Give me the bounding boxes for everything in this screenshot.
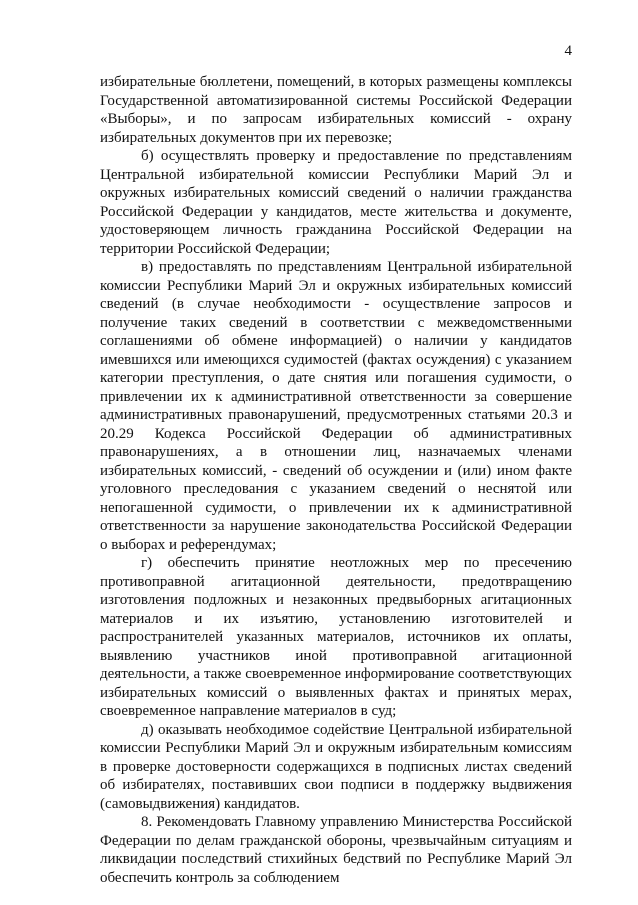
document-body xyxy=(100,73,572,887)
paragraph-continuation: избирательные бюллетени, помещений, в которых размещены комплексы Государственной автоматизированной системы Российской Федерации «Выборы», и по запросам избирательных комиссий - охрану избирательных документов при их перевозке; xyxy=(100,74,572,146)
paragraph-item-b: б) осуществлять проверку и предоставление по представлениям Центральной избирательной комиссии Республики Марий Эл и окружных избирательных комиссий сведений о наличии гражданства Российской Федерации у кандидатов, месте жительства и документе, удостоверяющем личность гражданина Российской Федерации на территории Российской Федерации; xyxy=(100,148,572,257)
paragraph-item-8: 8. Рекомендовать Главному управлению Министерства Российской Федерации по делам гражданской обороны, чрезвычайным ситуациям и ликвидации последствий стихийных бедствий по Республике Марий Эл обеспечить контроль за соблюдением xyxy=(100,814,572,886)
paragraph-item-g: г) обеспечить принятие неотложных мер по пресечению противоправной агитационной деятельности, предотвращению изготовления подложных и незаконных предвыборных агитационных материалов и их изъятию, установлению изготовителей и распространителей указанных материалов, источников их оплаты, выявлению участников иной противоправной агитационной деятельности, а также своевременное информирование соответствующих избирательных комиссий о выявленных фактах и принятых мерах, своевременное направление материалов в суд; xyxy=(100,555,572,719)
paragraph-item-d: д) оказывать необходимое содействие Центральной избирательной комиссии Республики Марий Эл и окружным избирательным комиссиям в проверке достоверности содержащихся в подписных листах сведений об избирателях, поставивших свои подписи в поддержку выдвижения (самовыдвижения) кандидатов. xyxy=(100,721,572,812)
paragraph-item-v: в) предоставлять по представлениям Центральной избирательной комиссии Республики Марий Эл и окружных избирательных комиссий сведений (в случае необходимости - осуществление запросов и получение таких сведений в соответствии с межведомственными соглашениями об обмене информацией) о наличии у кандидатов имевшихся или имеющихся судимостей (фактах осуждения) с указанием категории преступления, о дате снятия или погашения судимости, о привлечении их к административной ответственности за совершение административных правонарушений, предусмотренных статьями 20.3 и 20.29 Кодекса Российской Федерации об административных правонарушениях, а в отношении лиц, назначаемых членами избирательных комиссий, - сведений об осуждении и (или) ином факте уголовного преследования с указанием сведений о неснятой или непогашенной судимости, о привлечении их к административной ответственности за нарушение законодательства Российской Федерации о выборах и референдумах; xyxy=(100,259,572,553)
page-number: 4 xyxy=(564,43,572,59)
